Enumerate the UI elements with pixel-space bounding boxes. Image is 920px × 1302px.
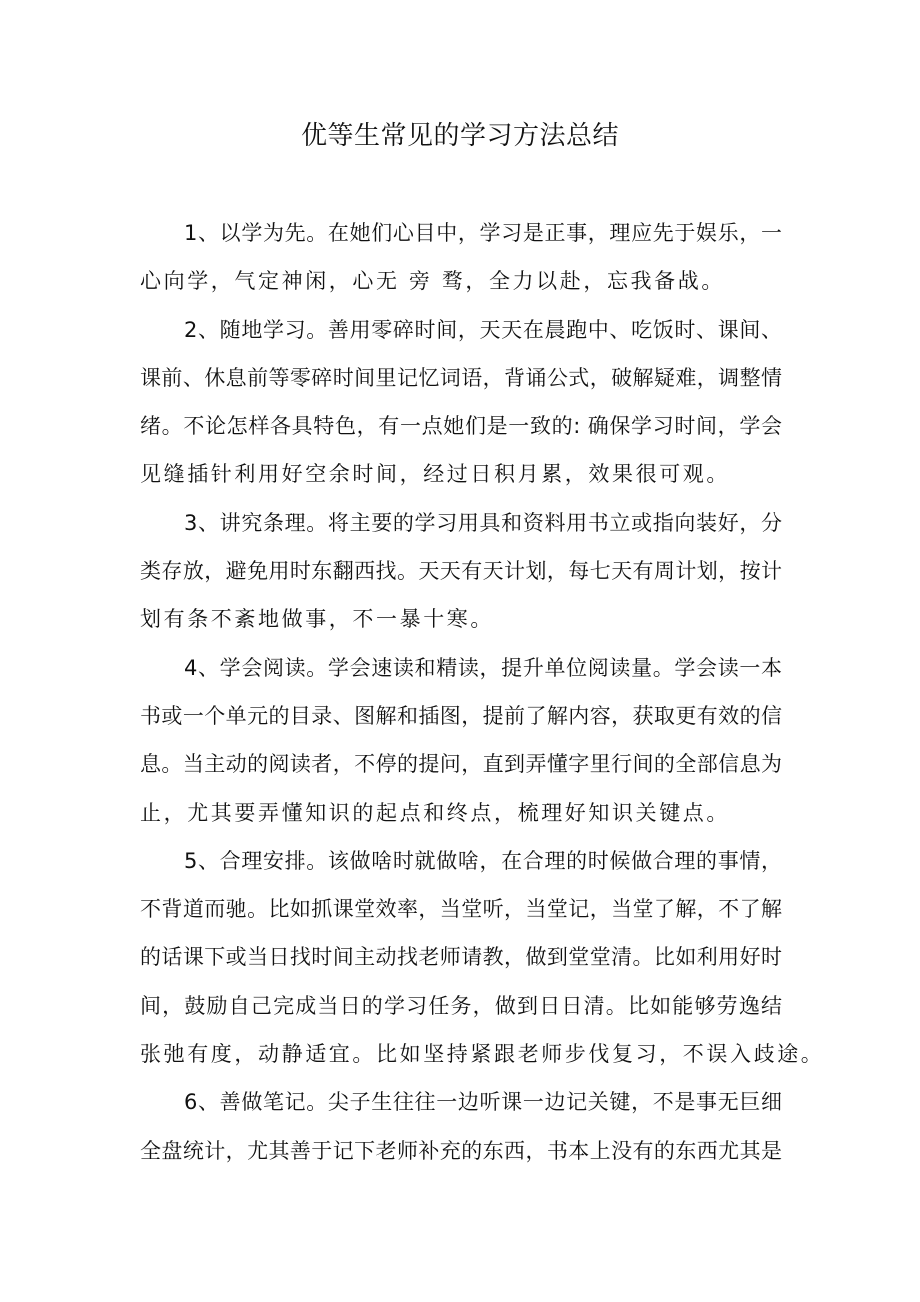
paragraph-line: 课前、休息前等零碎时间里记忆词语，背诵公式，破解疑难，调整情 [140, 365, 782, 390]
paragraph-line: 的话课下或当日找时间主动找老师请教，做到堂堂清。比如利用好时 [140, 945, 782, 970]
paragraph-3 [140, 499, 782, 644]
paragraph-line: 息。当主动的阅读者，不停的提问，直到弄懂字里行间的全部信息为 [140, 752, 782, 777]
paragraph-line: 3、讲究条理。将主要的学习用具和资料用书立或指向装好，分 [184, 510, 782, 535]
paragraph-4 [140, 644, 782, 837]
paragraph-line: 不背道而驰。比如抓课堂效率，当堂听，当堂记，当堂了解，不了解 [140, 897, 782, 922]
paragraph-line: 类存放，避免用时东翻西找。天天有天计划，每七天有周计划，按计 [140, 559, 782, 584]
paragraph-line: 全盘统计，尤其善于记下老师补充的东西，书本上没有的东西尤其是 [140, 1138, 782, 1163]
paragraph-line: 张弛有度，动静适宜。比如坚持紧跟老师步伐复习，不误入歧途。 [140, 1042, 825, 1067]
paragraph-line: 划有条不紊地做事，不一暴十寒。 [140, 607, 494, 632]
paragraph-line: 书或一个单元的目录、图解和插图，提前了解内容，获取更有效的信 [140, 703, 782, 728]
paragraph-line: 见缝插针利用好空余时间，经过日积月累，效果很可观。 [140, 462, 730, 487]
paragraph-line: 1、以学为先。在她们心目中，学习是正事，理应先于娱乐，一 [184, 221, 782, 245]
document-title: 优等生常见的学习方法总结 [300, 121, 619, 151]
paragraph-5 [140, 837, 825, 1078]
document-body [140, 209, 825, 1175]
paragraph-line: 止，尤其要弄懂知识的起点和终点，梳理好知识关键点。 [140, 800, 730, 825]
paragraph-line: 4、学会阅读。学会速读和精读，提升单位阅读量。学会读一本 [184, 655, 782, 680]
paragraph-2 [140, 306, 782, 499]
paragraph-line: 6、善做笔记。尖子生往往一边听课一边记关键，不是事无巨细 [184, 1090, 782, 1115]
paragraph-line: 2、随地学习。善用零碎时间，天天在晨跑中、吃饭时、课间、 [184, 317, 782, 342]
paragraph-1 [140, 209, 782, 306]
paragraph-line: 间，鼓励自己完成当日的学习任务，做到日日清。比如能够劳逸结 [140, 993, 782, 1018]
paragraph-line: 心向学，气定神闲，心无 旁 骛，全力以赴，忘我备战。 [140, 269, 725, 294]
paragraph-6 [140, 1078, 782, 1175]
paragraph-line: 绪。不论怎样各具特色，有一点她们是一致的: 确保学习时间，学会 [140, 414, 782, 439]
paragraph-line: 5、合理安排。该做啥时就做啥，在合理的时候做合理的事情， [184, 848, 782, 873]
